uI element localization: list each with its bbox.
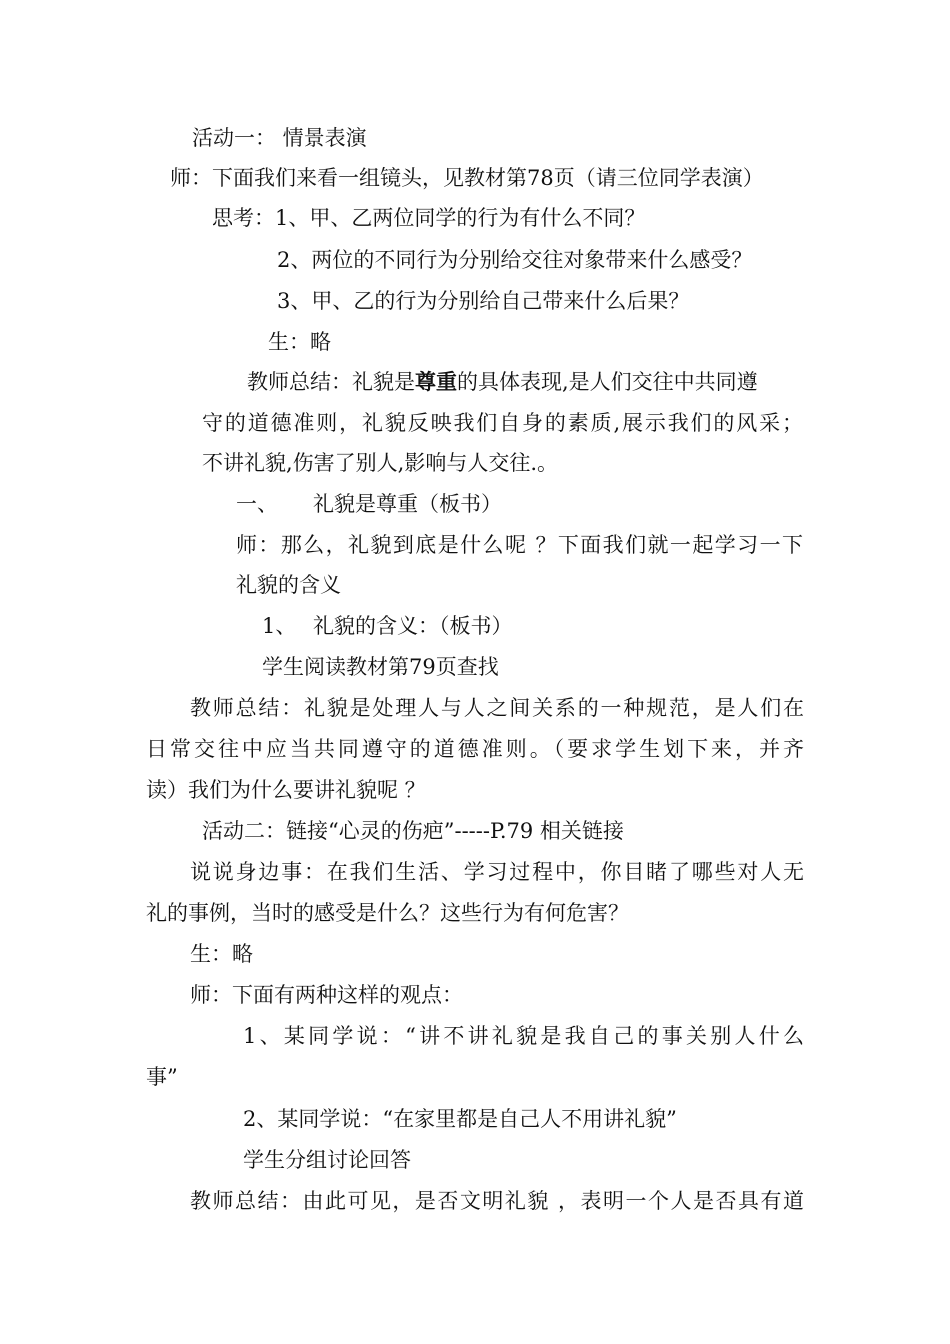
student-answer-2: 生：略 xyxy=(190,942,253,966)
activity-two-heading: 活动二：链接“心灵的伤疤”-----P.79 相关链接 xyxy=(202,819,624,843)
summary-1-continuation: 守的道德准则，礼貌反映我们自身的素质,展示我们的风采； xyxy=(202,411,803,435)
teacher-intro-line: 师：下面我们来看一组镜头，见教材第78页（请三位同学表演） xyxy=(170,166,764,190)
viewpoint-1-end: 事” xyxy=(146,1065,178,1089)
summary-2-end: 读）我们为什么要讲礼貌呢 ？ xyxy=(146,778,426,802)
viewpoint-2: 2、某同学说：“在家里都是自己人不用讲礼貌” xyxy=(243,1107,677,1131)
section-number-1: 一、 xyxy=(236,492,278,516)
question-1: 思考：1、甲、乙两位同学的行为有什么不同？ xyxy=(212,206,646,230)
summary-suffix: 的具体表现,是人们交往中共同遵 xyxy=(457,370,758,394)
teacher-question-line: 师：那么，礼貌到底是什么呢 ？下面我们就一起学习一下 xyxy=(236,533,803,557)
summary-1-end: 不讲礼貌,伤害了别人,影响与人交往.。 xyxy=(202,451,559,475)
subsection-title-1: 礼貌的含义：（板书） xyxy=(313,614,513,638)
teacher-summary-1 xyxy=(247,362,758,402)
teacher-summary-3: 教师总结：由此可见，是否文明礼貌 ，表明一个人是否具有道 xyxy=(190,1189,804,1213)
question-3: 3、甲、乙的行为分别给自己带来什么后果？ xyxy=(277,289,690,313)
student-reading-line: 学生阅读教材第79页查找 xyxy=(262,655,499,679)
discussion-prompt: 说说身边事：在我们生活、学习过程中，你目睹了哪些对人无 xyxy=(190,860,804,884)
teacher-summary-2: 教师总结：礼貌是处理人与人之间关系的一种规范，是人们在 xyxy=(190,696,804,720)
question-2: 2、两位的不同行为分别给交往对象带来什么感受？ xyxy=(277,248,753,272)
teacher-question-end: 礼貌的含义 xyxy=(236,573,341,597)
summary-prefix: 教师总结：礼貌是 xyxy=(247,370,415,394)
student-answer-1: 生：略 xyxy=(268,330,331,354)
teacher-viewpoints-line: 师：下面有两种这样的观点： xyxy=(190,983,463,1007)
activity-one-heading: 活动一： 情景表演 xyxy=(192,126,367,150)
group-discussion-line: 学生分组讨论回答 xyxy=(243,1148,411,1172)
discussion-prompt-end: 礼的事例，当时的感受是什么？这些行为有何危害？ xyxy=(146,901,629,925)
viewpoint-1: 1、某同学说：“讲不讲礼貌是我自己的事关别人什么 xyxy=(243,1024,804,1048)
summary-2-continuation: 日常交往中应当共同遵守的道德准则。（要求学生划下来，并齐 xyxy=(146,737,804,761)
subsection-number-1: 1、 xyxy=(262,614,297,638)
section-title-1: 礼貌是尊重（板书） xyxy=(313,492,502,516)
summary-bold-term: 尊重 xyxy=(415,369,457,394)
